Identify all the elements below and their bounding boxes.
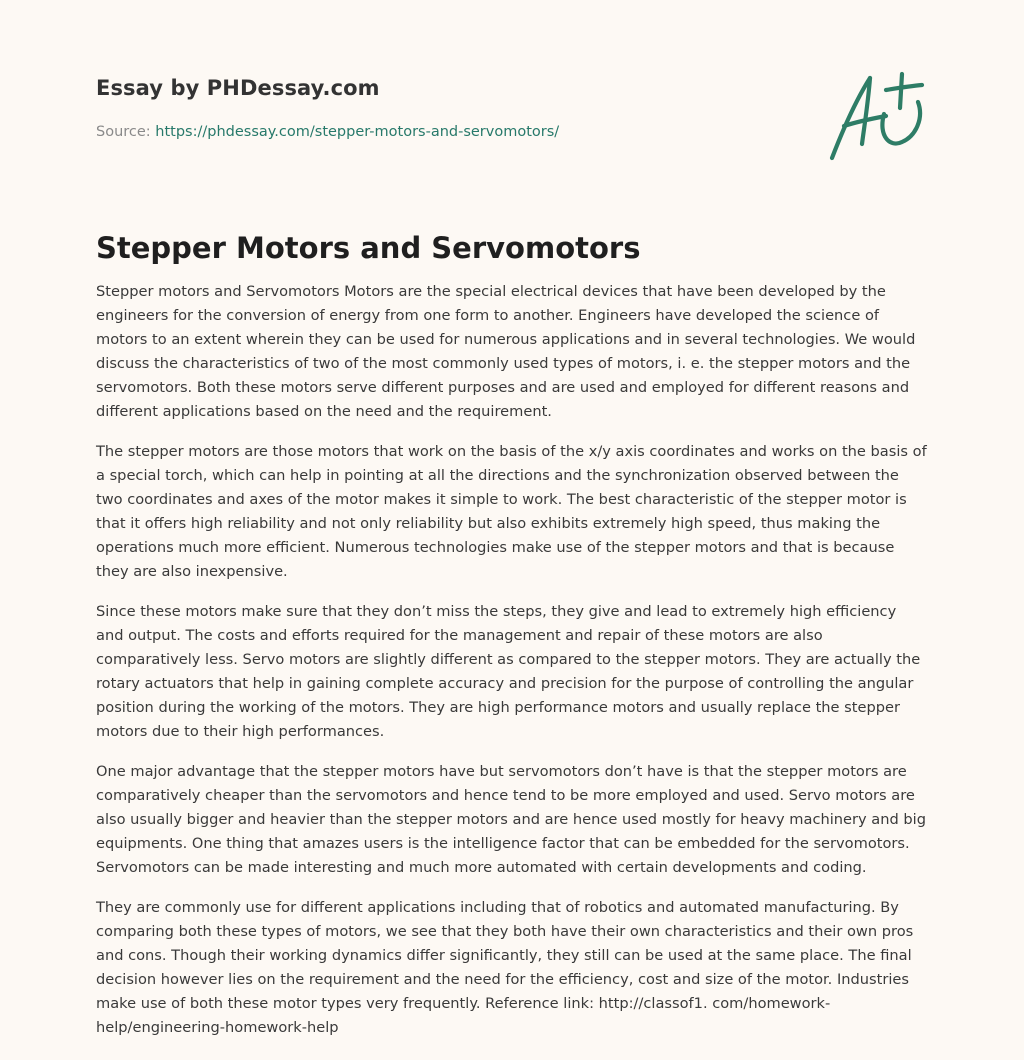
essay-paragraph-3: Since these motors make sure that they don’t miss the steps, they give and lead to extremely high efficiency and output. The costs and efforts required for the management and repair of these motors are also comparatively less. Servo motors are slightly different as compared to the stepper motors. They are actually the rotary actuators that help in gaining complete accuracy and precision for the purpose of controlling the angular position during the working of the motors. They are high performance motors and usually replace the stepper motors due to their high performances. [96, 603, 921, 740]
essay-paragraph-5: They are commonly use for different applications including that of robotics and automated manufacturing. By comparing both these types of motors, we see that they both have their own characteristics and their own pros and cons. Though their working dynamics differ significantly, they still can be used at the same place. The final decision however lies on the requirement and the need for the efficiency, cost and size of the motor. Industries make use of both these motor types very frequently. Reference link: http://classof1. com/homework-help/engineering-homework-help [96, 899, 914, 1036]
source-line [96, 124, 559, 140]
essay-body [96, 280, 928, 1040]
a-plus-logo-icon [826, 66, 930, 166]
essay-paragraph-4: One major advantage that the stepper motors have but servomotors don’t have is that the stepper motors are comparatively cheaper than the servomotors and hence tend to be more employed and used. Servo motors are also usually bigger and heavier than the stepper motors and are hence used mostly for heavy machinery and big equipments. One thing that amazes users is the intelligence factor that can be embedded for the servomotors. Servomotors can be made interesting and much more automated with certain developments and coding. [96, 763, 926, 876]
brand-title: Essay by PHDessay.com [96, 76, 380, 100]
source-link[interactable]: https://phdessay.com/stepper-motors-and-servomotors/ [155, 124, 560, 140]
essay-paragraph-2: The stepper motors are those motors that work on the basis of the x/y axis coordinates and works on the basis of a special torch, which can help in pointing at all the directions and the synchronization observed between the two coordinates and axes of the motor makes it simple to work. The best characteristic of the stepper motor is that it offers high reliability and not only reliability but also exhibits extremely high speed, thus making the operations much more efficient. Numerous technologies make use of the stepper motors and that is because they are also inexpensive. [96, 443, 927, 580]
essay-paragraph-1: Stepper motors and Servomotors Motors are the special electrical devices that have been developed by the engineers for the conversion of energy from one form to another. Engineers have developed the science of motors to an extent wherein they can be used for numerous applications and in several technologies. We would discuss the characteristics of two of the most commonly used types of motors, i. e. the stepper motors and the servomotors. Both these motors serve different purposes and are used and employed for different reasons and different applications based on the need and the requirement. [96, 283, 916, 420]
essay-title: Stepper Motors and Servomotors [96, 231, 641, 265]
page-header [96, 0, 928, 200]
source-label: Source: [96, 124, 156, 140]
